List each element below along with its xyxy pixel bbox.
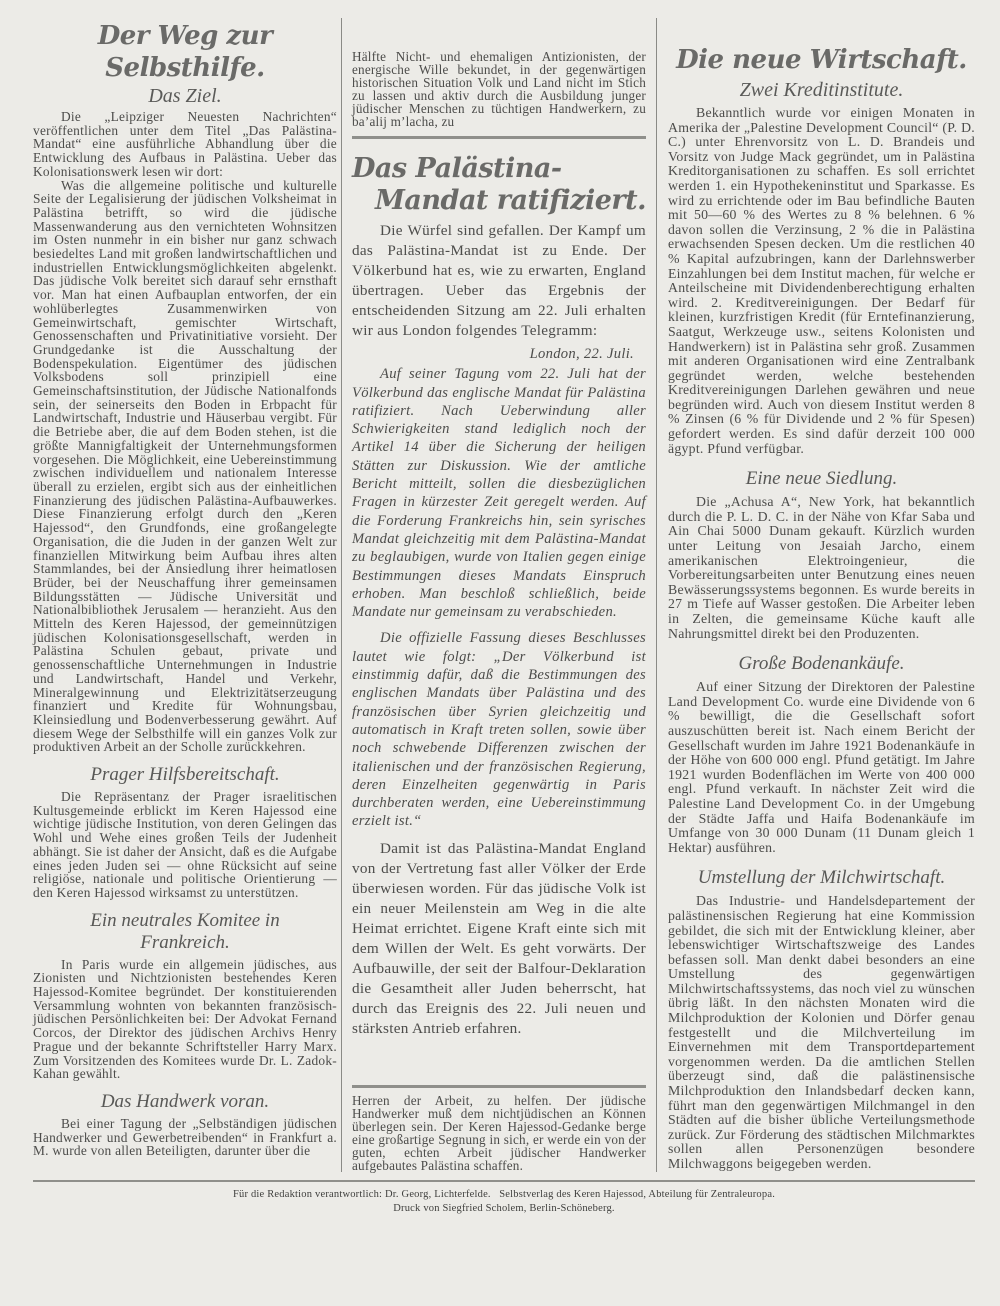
columns [33, 18, 975, 1172]
section-heading: Umstellung der Milchwirtschaft. [697, 867, 946, 889]
article-paragraph: Bei einer Tagung der „Selbständigen jüdischen Handwerker und Gewerbetreibenden“ in Frankfurt a. M. wurde von allen Beteiligten, darunter über die [33, 1116, 337, 1159]
section-heading-line2: Frankreich. [140, 931, 230, 953]
telegram-paragraph: Auf seiner Tagung vom 22. Juli hat der Völkerbund das englische Mandat für Palästina ratifiziert. Nach Ueberwindung aller Schwierigkeiten stand lediglich noch der Artikel 14 über die Sicherung der heiligen Stätten zur Diskussion. Wie der amtliche Bericht mitteilt, sollen die diesbezüglichen Fragen in kürzester Zeit geregelt werden. Auf die Forderung Frankreichs hin, sein syrisches Mandat gleichzeitig mit dem Palästina-Mandat zu beglaubigen, wurde von Italien gegen einige Bestimmungen dieses Mandats Einspruch erhoben. Man beschloß schließlich, beide Mandate nur gemeinsam zu verabschieden. [352, 366, 646, 621]
article-weg-zur-selbsthilfe [33, 18, 337, 754]
article-title-line2: Mandat ratifiziert. [375, 185, 646, 216]
article-paragraph: Das Industrie- und Handelsdepartement der palästinensischen Regierung hat eine Kommission gebildet, die sich mit der Entwicklung kleiner, aber lebenswichtiger Wirtschaftszweige des Landes befassen soll. Man denkt dabei besonders an eine Umstellung des gegenwärtigen Milchwirtschaftssystems, das noch viel zu wünschen übrig läßt. In den nächsten Monaten wird die Milchproduktion der Kolonien und Dörfer genau festgestellt und die Milchverteilung im Einvernehmen mit dem Transportdepartement vorgenommen werden. Da die amtlichen Stellen überzeugt sind, daß die palästinensische Milchproduktion den Inlandsbedarf decken kann, führt man den gegenwärtigen Milchmangel in den Städten auf die bisher übliche Verteilungsmethode zurück. Zur Förderung des städtischen Milchmarktes sollen allen Personenzügen besondere Milchwaggons beigegeben werden. [668, 893, 975, 1171]
right-column [657, 18, 975, 1172]
article-paragraph: Damit ist das Palästina-Mandat England von der Vertretung fast aller Völker der Erde überwiesen worden. Für das jüdische Volk ist ein neuer Meilenstein am Weg in die alte Heimat errichtet. Eigene Kraft einte sich mit dem Willen der Welt. Es geht vorwärts. Der Aufbauwille, der seit der Balfour-Deklaration die Gesamtheit aller Juden beherrscht, hat durch das Ereignis des 22. Juli neuen und stärksten Antrieb erfahren. [352, 839, 646, 1037]
article-subtitle: Zwei Kreditinstitute. [739, 79, 904, 101]
telegram-paragraph: Die offizielle Fassung dieses Beschlusses lautet wie folgt: „Der Völkerbund ist einstimmig dafür, daß die Bestimmungen des englischen Mandats über Palästina und des französischen über Syrien gleichzeitig und automatisch in Kraft treten sollen, sowie über noch schwebende Differenzen zwischen der italienischen und der französischen Regierung, deren Einzelheiten gegenwärtig in Paris durchberaten werden, eine Uebereinstimmung erzielt ist.“ [352, 630, 646, 830]
article-paragraph: In Paris wurde ein allgemein jüdisches, aus Zionisten und Nichtzionisten bestehendes Keren Hajessod-Komitee begründet. Der konstituierenden Versammlung wohnten von bekannten französisch-jüdischen Persönlichkeiten bei: Der Advokat Fernand Corcos, der Direktor des jüdischen Archivs Henry Prague und der bekannte Schriftsteller Harry Marx. Zum Vorsitzenden des Komitees wurde Dr. L. Zadok-Kahan gewählt. [33, 956, 337, 1082]
section-rule [352, 1085, 646, 1088]
footer [33, 1180, 975, 1236]
article-title-line1: Das Palästina- [352, 153, 562, 184]
footer-imprint: Für die Redaktion verantwortlich: Dr. Georg, Lichterfelde. Selbstverlag des Keren Hajessod, Abteilung für Zentraleuropa. [232, 1188, 776, 1200]
continued-text-top: Hälfte Nicht- und ehemaligen Antizionisten, der energische Wille bekundet, in der gegenwärtigen historischen Situation Volk und Land nicht im Stich zu lassen und aktiv durch die Ausbildung junger jüdischer Menschen zu tüchtigen Handwerkern, zu ba’alij m’lacha, zu [352, 49, 646, 129]
left-column [33, 18, 341, 1172]
article-paragraph: Die „Achusa A“, New York, hat bekanntlich durch die P. L. D. C. in der Nähe von Kfar Saba und Ain Chai 5000 Dunam gekauft. Kürzlich wurden unter Leitung von Jesaiah Jarcho, einem amerikanischen Elektroingenieur, die Vorbereitungsarbeiten unter Benutzung eines neuen Bewässerungssystems begonnen. Es wurde bereits in 27 m Tiefe auf Wasser gestoßen. Die Arbeiter leben in Zelten, die gemeinsame Küche kauft alle Nahrungsmittel direkt bei den Produzenten. [668, 494, 975, 641]
article-subtitle: Das Ziel. [148, 85, 222, 107]
article-prager-hilfsbereitschaft [33, 754, 337, 900]
article-bodenankaeufe [668, 641, 975, 855]
article-paragraph: Auf einer Sitzung der Direktoren der Palestine Land Development Co. wurde eine Dividende von 6 % bewilligt, die die Gesellschaft sofort auszuschütten bereit ist. Nach einem Bericht der Gesellschaft wurden im Jahre 1921 Bodenankäufe in der Höhe von 600 000 engl. Pfund getätigt. Im Jahre 1921 wurden Bodenflächen im Werte von 400 000 engl. Pfund verkauft. In nächster Zeit wird die Palestine Land Development Co. in der Umgebung der Städte Jaffa und Haifa Bodenankäufe im Umfange von 30 000 Dunam (11 Dunam gleich 1 Hektar) ausführen. [668, 679, 975, 855]
article-paragraph: Die Repräsentanz der Prager israelitischen Kultusgemeinde erblickt im Keren Hajessod eine wichtige jüdische Institution, von deren Gelingen das Wohl und Wehe eines großen Teils der Judenheit abhängt. Sie ist daher der Ansicht, daß es die Aufgabe eines jeden Juden sei — ohne Rücksicht auf seine religiöse, nationale und politische Orientierung — den Keren Hajessod wirksamst zu unterstützen. [33, 789, 337, 900]
article-paragraph: Bekanntlich wurde vor einigen Monaten in Amerika der „Palestine Development Council“ (P. D. C.) unter Ehrenvorsitz von L. D. Brandeis und Vorsitz von Judge Mack gegründet, um in Palästina Kreditorganisationen zu schaffen. Es soll errichtet werden 1. ein Hypothekeninstitut und Sparkasse. Es wird zu errichtende oder im Bau befindliche Bauten mit 50—60 % des Wertes zu 8 % belehnen. 6 % davon sollen die Verzinsung, 2 % die in Palästina erwachsenden Spesen decken. Um die restlichen 40 % Kapital aufzubringen, kann der Darlehnswerber Einzahlungen bei dem Institut machen, für welche er Anteilscheine mit Dividendenberechtigung erhalten wird. 2. Kreditvereinigungen. Der Bedarf für kleinen, kurzfristigen Kredit (für Erntefinanzierung, Saatgut, Werkzeuge usw., seitens Kolonisten und Handwerkern) ist in Palästina sehr groß. Zusammen mit anderen Organisationen wird eine Zentralbank gegründet werden, welche bestehenden Kreditvereinigungen Darlehen gewähren und neue begründen wird. Auch von diesem Institut werden 8 % Zinsen (6 % für Dividende und 2 % für Spesen) gefordert werden. Es sind dafür derzeit 100 000 ägypt. Pfund verfügbar. [668, 105, 975, 456]
continued-text-bottom: Herren der Arbeit, zu helfen. Der jüdische Handwerker muß dem nichtjüdischen an Können überlegen sein. Der Keren Hajessod-Gedanke berge eine großartige Segnung in sich, er werde ein von der guten, echten Arbeit jüdischer Handwerker aufgebautes Palästina schaffen. [352, 1092, 646, 1173]
article-milchwirtschaft [668, 855, 975, 1171]
section-rule [352, 136, 646, 139]
article-mandat-ratifiziert [352, 153, 646, 1039]
article-neue-wirtschaft [668, 18, 975, 456]
article-paragraph: Die Würfel sind gefallen. Der Kampf um das Palästina-Mandat ist zu Ende. Der Völkerbund hat es, wie zu erwarten, England übertragen. Ueber das Ergebnis der entscheidenden Sitzung am 22. Juli erhalten wir aus London folgendes Telegramm: [352, 222, 646, 339]
article-title: Der Weg zur Selbsthilfe. [97, 21, 273, 83]
middle-column [341, 18, 657, 1172]
article-paragraph: Die „Leipziger Neuesten Nachrichten“ veröffentlichen unter dem Titel „Das Palästina-Mandat“ eine ausführliche Abhandlung über die Entwicklung des Aufbaus in Palästina. Ueber das Kolonisationswerk lesen wir dort: [33, 109, 337, 179]
article-handwerk-voran [33, 1081, 337, 1158]
article-neutrales-komitee [33, 900, 337, 1081]
section-heading: Große Bodenankäufe. [738, 653, 905, 675]
article-paragraph: Was die allgemeine politische und kulturelle Seite der Legalisierung der jüdischen Volksheimat in Palästina betrifft, so wird die jüdische Massenwanderung aus den vernichteten Wohnsitzen im Osten nunmehr in ein bisher nur ganz schwach besiedeltes Land mit großen landwirtschaftlichen und industriellen Entwicklungsmöglichkeiten abgelenkt. Das jüdische Volk bereitet sich darauf sehr ernsthaft vor. Man hat einen Aufbauplan entworfen, der ein wohlüberlegtes Zusammenwirken von Gemeinwirtschaft, gemischter Wirtschaft, Genossenschaften und Privatinitiative vorsieht. Der Grundgedanke ist die Ausschaltung der Bodenspekulation. Eigentümer des jüdischen Volksbodens soll prinzipiell eine Gemeinschaftsinstitution, der Jüdische Nationalfonds sein, der seinerseits den Boden in Erbpacht für Landwirtschaft, Industrie und Häuserbau vergibt. Für die Betriebe aber, die auf dem Boden stehen, ist die größte Mannigfaltigkeit der Unternehmungsformen vorgesehen. Die Möglichkeit, eine Uebereinstimmung zwischen individuellem und nationalem Interesse überall zu erzielen, ergibt sich aus der einheitlichen Finanzierung des jüdischen Palästina-Aufbauwerkes. Diese Finanzierung erfolgt durch den „Keren Hajessod“, den Grundfonds, eine großangelegte Organisation, die die Juden in der ganzen Welt zur finanziellen Mitwirkung beim Aufbau ihres alten Stammlandes, bei der Ansiedlung ihrer heimatlosen Brüder, bei der Neuschaffung ihrer gemeinsamen Bildungsstätten — Jüdische Universität und Nationalbibliothek Jerusalem — heranzieht. Aus den Mitteln des Keren Hajessod, der gemeinnützigen jüdischen Kolonisationsgesellschaft, werden in Palästina Schulen gebaut, private und genossenschaftliche Unternehmungen in Industrie und Landwirtschaft, Handel und Verkehr, Mineralgewinnung und Elektrizitätserzeugung finanziert und Kredite für Wohnungsbau, Kleinsiedlung und Bodenverbesserung gewährt. Auf diesem Wege der Selbsthilfe will ein ganzes Volk zur produktiven Arbeit an der Scholle zurückkehren. [33, 177, 337, 755]
footer-printer: Druck von Siegfried Scholem, Berlin-Schöneberg. [393, 1202, 615, 1214]
section-heading: Das Handwerk voran. [100, 1091, 270, 1112]
telegram-dateline: London, 22. Juli. [529, 346, 634, 362]
article-title: Die neue Wirtschaft. [676, 45, 967, 75]
section-heading: Prager Hilfsbereitschaft. [90, 764, 280, 786]
section-heading: Eine neue Siedlung. [745, 468, 898, 490]
section-heading-line1: Ein neutrales Komitee in [90, 909, 280, 931]
article-neue-siedlung [668, 456, 975, 641]
